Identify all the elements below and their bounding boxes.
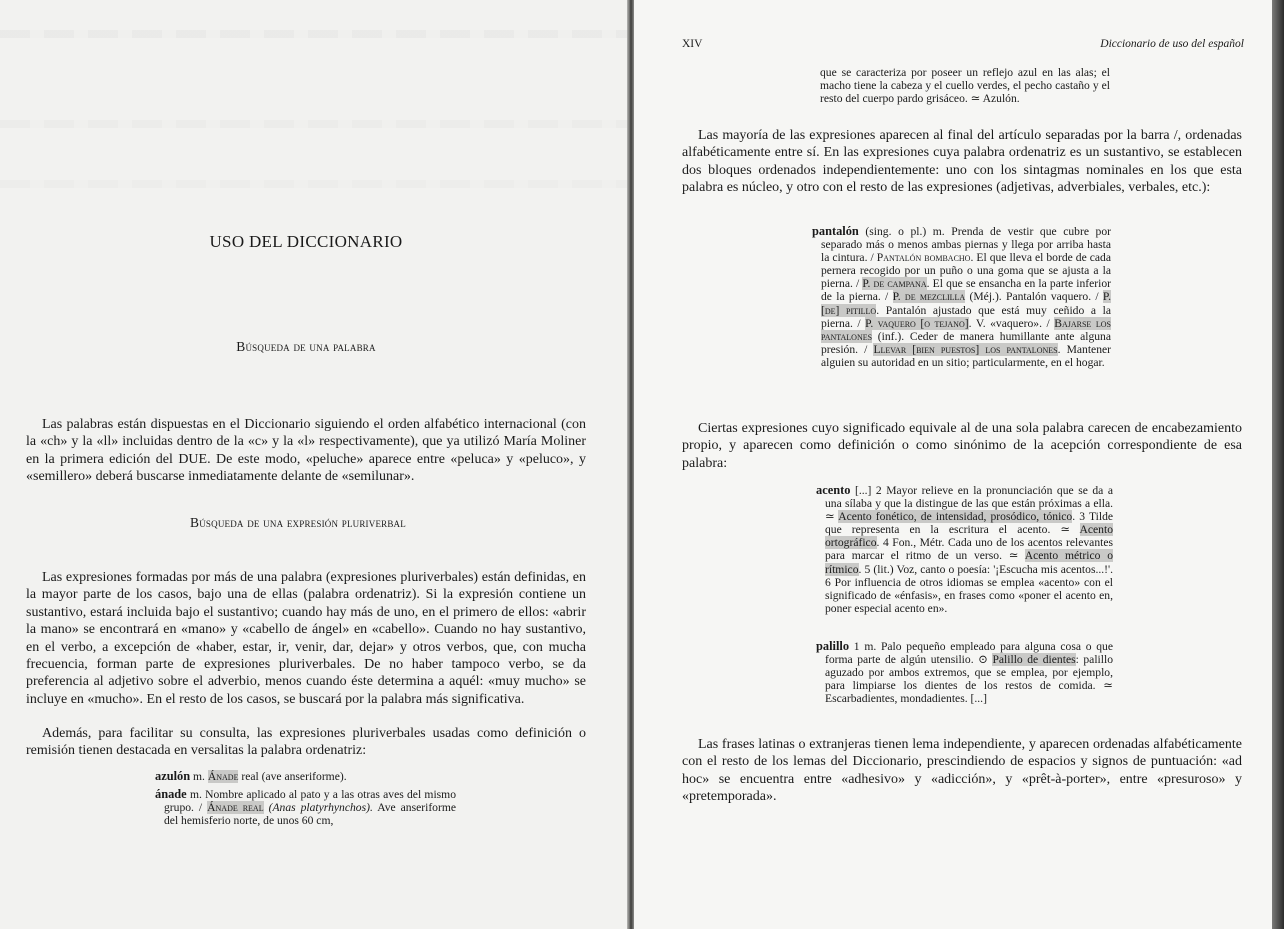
dictionary-entry [816,640,1113,705]
body-paragraph: Las palabras están dispuestas en el Diccionario siguiendo el orden alfabético internacional (con la «ch» y la «ll» incluidas dentro de la «c» y la «l» respectivamente), que ya utilizó María Moliner en la primera edición del DUE. De este modo, «peluche» aparece entre «peluca» y «peluco», y «semillero» deberá buscarse inmediatamente delante de «semilunar». [26,417,586,485]
entry-expression: Palillo de dientes [992,653,1076,667]
entry-text: . El que lleva el borde de cada pernera recogido por un puño o una goma que se ajusta a la pierna. / [821,251,1111,291]
entry-expression: Acento ortográfico [825,523,1113,550]
entry-text: real (ave anseriforme). [241,770,347,783]
body-paragraph: Ciertas expresiones cuyo significado equivale al de una sola palabra carecen de encabezamiento propio, y aparecen como definición o como sinónimo de la acepción correspondiente de esa palabra: [682,421,1242,471]
entry-headword: palillo [816,639,850,653]
body-paragraph: Además, para facilitar su consulta, las expresiones pluriverbales usadas como definición o remisión tienen destacada en versalitas la palabra ordenatriz: [26,726,586,759]
entry-expression: Pantalón bombacho [876,251,971,265]
entry-expression: P. de campana [862,277,927,291]
entry-expression: P. de mezclilla [892,290,966,304]
entry-text: (inf.). Ceder de manera humillante ante alguna presión. / [821,329,1111,356]
entry-text: Ave anseriforme del hemisferio norte, de unos 60 cm, [164,801,456,828]
entry-expression: P. vaquero [o tejano] [865,316,969,330]
entry-expression: Acento fonético, de intensidad, prosódico, tónico [838,510,1073,524]
page-edge [1272,0,1284,929]
entry-text: (sing. o pl.) m. Prenda de vestir que cubre por separado más o menos ambas piernas y llega por arriba hasta la cintura. / [821,225,1111,265]
left-page [0,0,627,929]
entry-expression: Acento métrico o rítmico [825,549,1114,576]
body-paragraph: Las mayoría de las expresiones aparecen al final del artículo separadas por la barra /, ordenadas alfabéticamente entre sí. En las expresiones cuya palabra ordenatriz es un sustantivo, se establecen dos bloques ordenados independientemente: uno con los sintagmas nominales en los que esta palabra es núcleo, y otro con el resto de las expresiones (adjetivas, adverbiales, verbales, etc.): [682,128,1242,196]
subsection-heading: Búsqueda de una expresión pluriverbal [190,515,406,530]
section-title: USO DEL DICCIONARIO [209,232,403,251]
entry-headword: pantalón [812,224,859,238]
entry-text: . V. «vaquero». / [968,316,1050,330]
entry-text: . 3 Tilde que representa en la escritura el acento. ≃ [825,510,1114,537]
running-title: Diccionario de uso del español [1100,38,1244,50]
subsection-heading: Búsqueda de una palabra [236,339,376,354]
entry-text: . 5 (lit.) Voz, canto o poesía: '¡Escucha mis acentos...!'. 6 Por influencia de otros idiomas se emplea «acento» con el significado de «énfasis», en frases como «poner el acento en, poner especial acento en». [825,562,1113,615]
dictionary-entry [155,770,456,783]
bleed-through [0,180,627,188]
entry-expression: P. [de] pitillo [821,290,1111,317]
entry-headword: ánade [155,787,187,801]
right-page [634,0,1272,929]
entry-headword: azulón [155,769,191,783]
entry-text: . 4 Fon., Métr. Cada uno de los acentos relevantes para marcar el ritmo de un verso. ≃ [825,536,1113,563]
body-paragraph: Las expresiones formadas por más de una palabra (expresiones pluriverbales) están definidas, en la mayor parte de los casos, bajo una de ellas (palabra ordenatriz). Si la expresión contiene un sustantivo, estará incluida bajo el sustantivo; cuando hay más de uno, en el primero de ellos: «abrir la mano» se encontrará en «mano» y «cabello de ángel» en «cabello». Cuando no hay sustantivo, en el verbo, a excepción de «haber, estar, ir, venir, dar, dejar» y otros verbos, que, con mucha frecuencia, forman parte de expresiones pluriverbales. De no haber tampoco verbo, se da preferencia al adjetivo sobre el adverbio, menos cuando éste determina a aquél: «muy mucho» se incluye en «mucho». En el resto de los casos, se buscará por la palabra más significativa. [26,570,586,707]
bleed-through [0,30,627,38]
entry-crossref: Ánade real [207,801,264,815]
book-gutter [627,0,634,929]
dictionary-entry [812,225,1111,369]
entry-text: m. Nombre aplicado al pato y a las otras aves del mismo grupo. / [164,788,456,815]
entry-text: [...] 2 Mayor relieve en la pronunciación que se da a una sílaba y que la distingue de las que están próximas a ella. ≃ [825,484,1113,524]
entry-latin-name: (Anas platyrhynchos). [268,801,373,815]
entry-text: (Méj.). Pantalón vaquero. / [969,290,1099,304]
entry-crossref: Ánade [207,770,239,783]
page-number: XIV [682,38,703,50]
entry-headword: acento [816,483,851,497]
entry-expression: Bajarse los pantalones [821,316,1111,343]
entry-text: . El que se ensancha en la parte inferior de la pierna. / [821,277,1111,304]
entry-text: . Pantalón ajustado que está muy ceñido a la pierna. / [821,303,1112,330]
bleed-through [0,120,627,128]
dictionary-entry [155,788,456,827]
dictionary-entry [816,484,1113,615]
entry-text: 1 m. Palo pequeño empleado para alguna cosa o que forma parte de algún utensilio. ⊙ [825,640,1113,667]
entry-text: . Mantener alguien su autoridad en un sitio; particularmente, en el hogar. [821,342,1111,369]
entry-continuation: que se caracteriza por poseer un reflejo azul en las alas; el macho tiene la cabeza y el cuello verdes, el pecho castaño y el resto del cuerpo pardo grisáceo. ≃ Azulón. [820,66,1110,106]
entry-text: : palillo aguzado por ambos extremos, que se emplea, por ejemplo, para limpiarse los dientes de los restos de comida. ≃ Escarbadientes, mondadientes. [...] [825,653,1114,706]
entry-expression: Llevar [bien puestos] los pantalones [873,342,1058,356]
entry-text: m. [193,770,205,783]
body-paragraph: Las frases latinas o extranjeras tienen lema independiente, y aparecen ordenadas alfabéticamente con el resto de los lemas del Diccionario, prescindiendo de espacios y signos de puntuación: «ad hoc» se encuentra entre «adhesivo» y «adicción», y «prêt-à-porter», entre «presuroso» y «pretemporada». [682,737,1242,805]
